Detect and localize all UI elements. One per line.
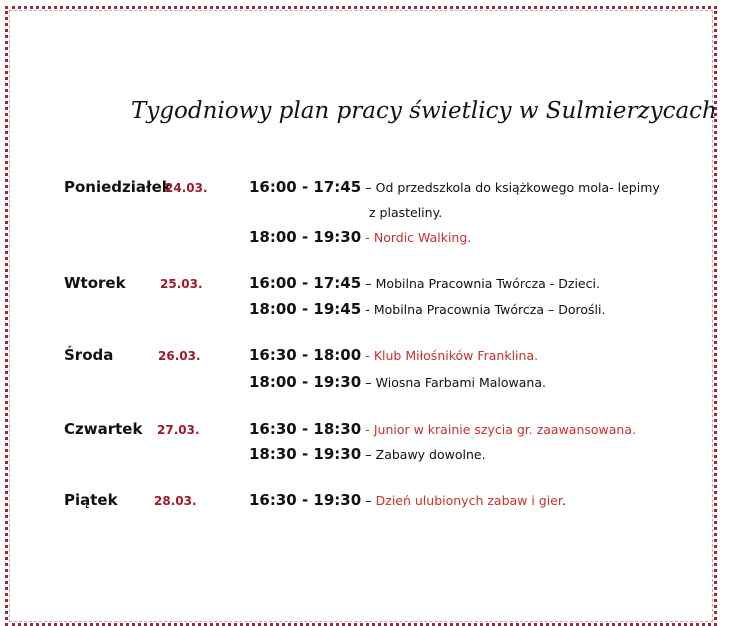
- entry-separator: –: [365, 181, 372, 196]
- entry-text: Mobilna Pracownia Twórcza - Dzieci.: [375, 276, 600, 291]
- entry-text-continuation: z plasteliny.: [369, 205, 443, 220]
- entry-time: 16:30 - 18:30: [249, 420, 362, 438]
- entry-separator: –: [365, 448, 372, 463]
- schedule-entry: [249, 346, 538, 364]
- schedule-entry: [249, 228, 471, 246]
- entry-text: Nordic Walking.: [373, 230, 472, 245]
- entry-separator: –: [365, 376, 372, 391]
- entry-separator: –: [365, 277, 372, 292]
- entry-time: 16:00 - 17:45: [249, 274, 362, 292]
- entry-separator: -: [365, 231, 370, 246]
- entry-text: Mobilna Pracownia Twórcza – Dorośli.: [373, 302, 606, 317]
- entry-text: Od przedszkola do książkowego mola- lepimy: [375, 180, 660, 195]
- schedule-entry: [249, 445, 486, 463]
- entry-separator: –: [365, 494, 372, 509]
- schedule-entry: [249, 420, 636, 438]
- entry-time: 18:00 - 19:30: [249, 228, 362, 246]
- schedule-entry: [249, 178, 660, 196]
- entry-text-period: .: [561, 493, 566, 508]
- entry-time: 16:30 - 18:00: [249, 346, 362, 364]
- day-date-wednesday: 26.03.: [158, 349, 201, 363]
- day-name-wednesday: Środa: [64, 346, 114, 364]
- entry-separator: -: [365, 349, 370, 364]
- schedule-entry: [249, 491, 566, 509]
- entry-time: 16:30 - 19:30: [249, 491, 362, 509]
- entry-separator: -: [365, 303, 370, 318]
- schedule-entry: [249, 274, 600, 292]
- day-name-friday: Piątek: [64, 491, 118, 509]
- entry-text: Zabawy dowolne.: [375, 447, 486, 462]
- day-date-thursday: 27.03.: [157, 423, 200, 437]
- entry-time: 16:00 - 17:45: [249, 178, 362, 196]
- entry-separator: -: [365, 423, 370, 438]
- entry-text: Junior w krainie szycia gr. zaawansowana.: [373, 422, 636, 437]
- page-title: Tygodniowy plan pracy świetlicy w Sulmierzycach: [131, 98, 717, 124]
- entry-time: 18:00 - 19:45: [249, 300, 362, 318]
- day-date-friday: 28.03.: [154, 494, 197, 508]
- day-name-thursday: Czwartek: [64, 420, 143, 438]
- day-name-tuesday: Wtorek: [64, 274, 126, 292]
- schedule-entry: [249, 300, 605, 318]
- entry-time: 18:00 - 19:30: [249, 373, 362, 391]
- entry-text: Wiosna Farbami Malowana.: [375, 375, 546, 390]
- day-date-tuesday: 25.03.: [160, 277, 203, 291]
- entry-time: 18:30 - 19:30: [249, 445, 362, 463]
- day-name-monday: Poniedziałek: [64, 178, 172, 196]
- day-date-monday: 24.03.: [165, 181, 208, 195]
- schedule-entry: [249, 373, 546, 391]
- entry-text: Klub Miłośników Franklina.: [373, 348, 539, 363]
- entry-text: Dzień ulubionych zabaw i gier: [375, 493, 562, 508]
